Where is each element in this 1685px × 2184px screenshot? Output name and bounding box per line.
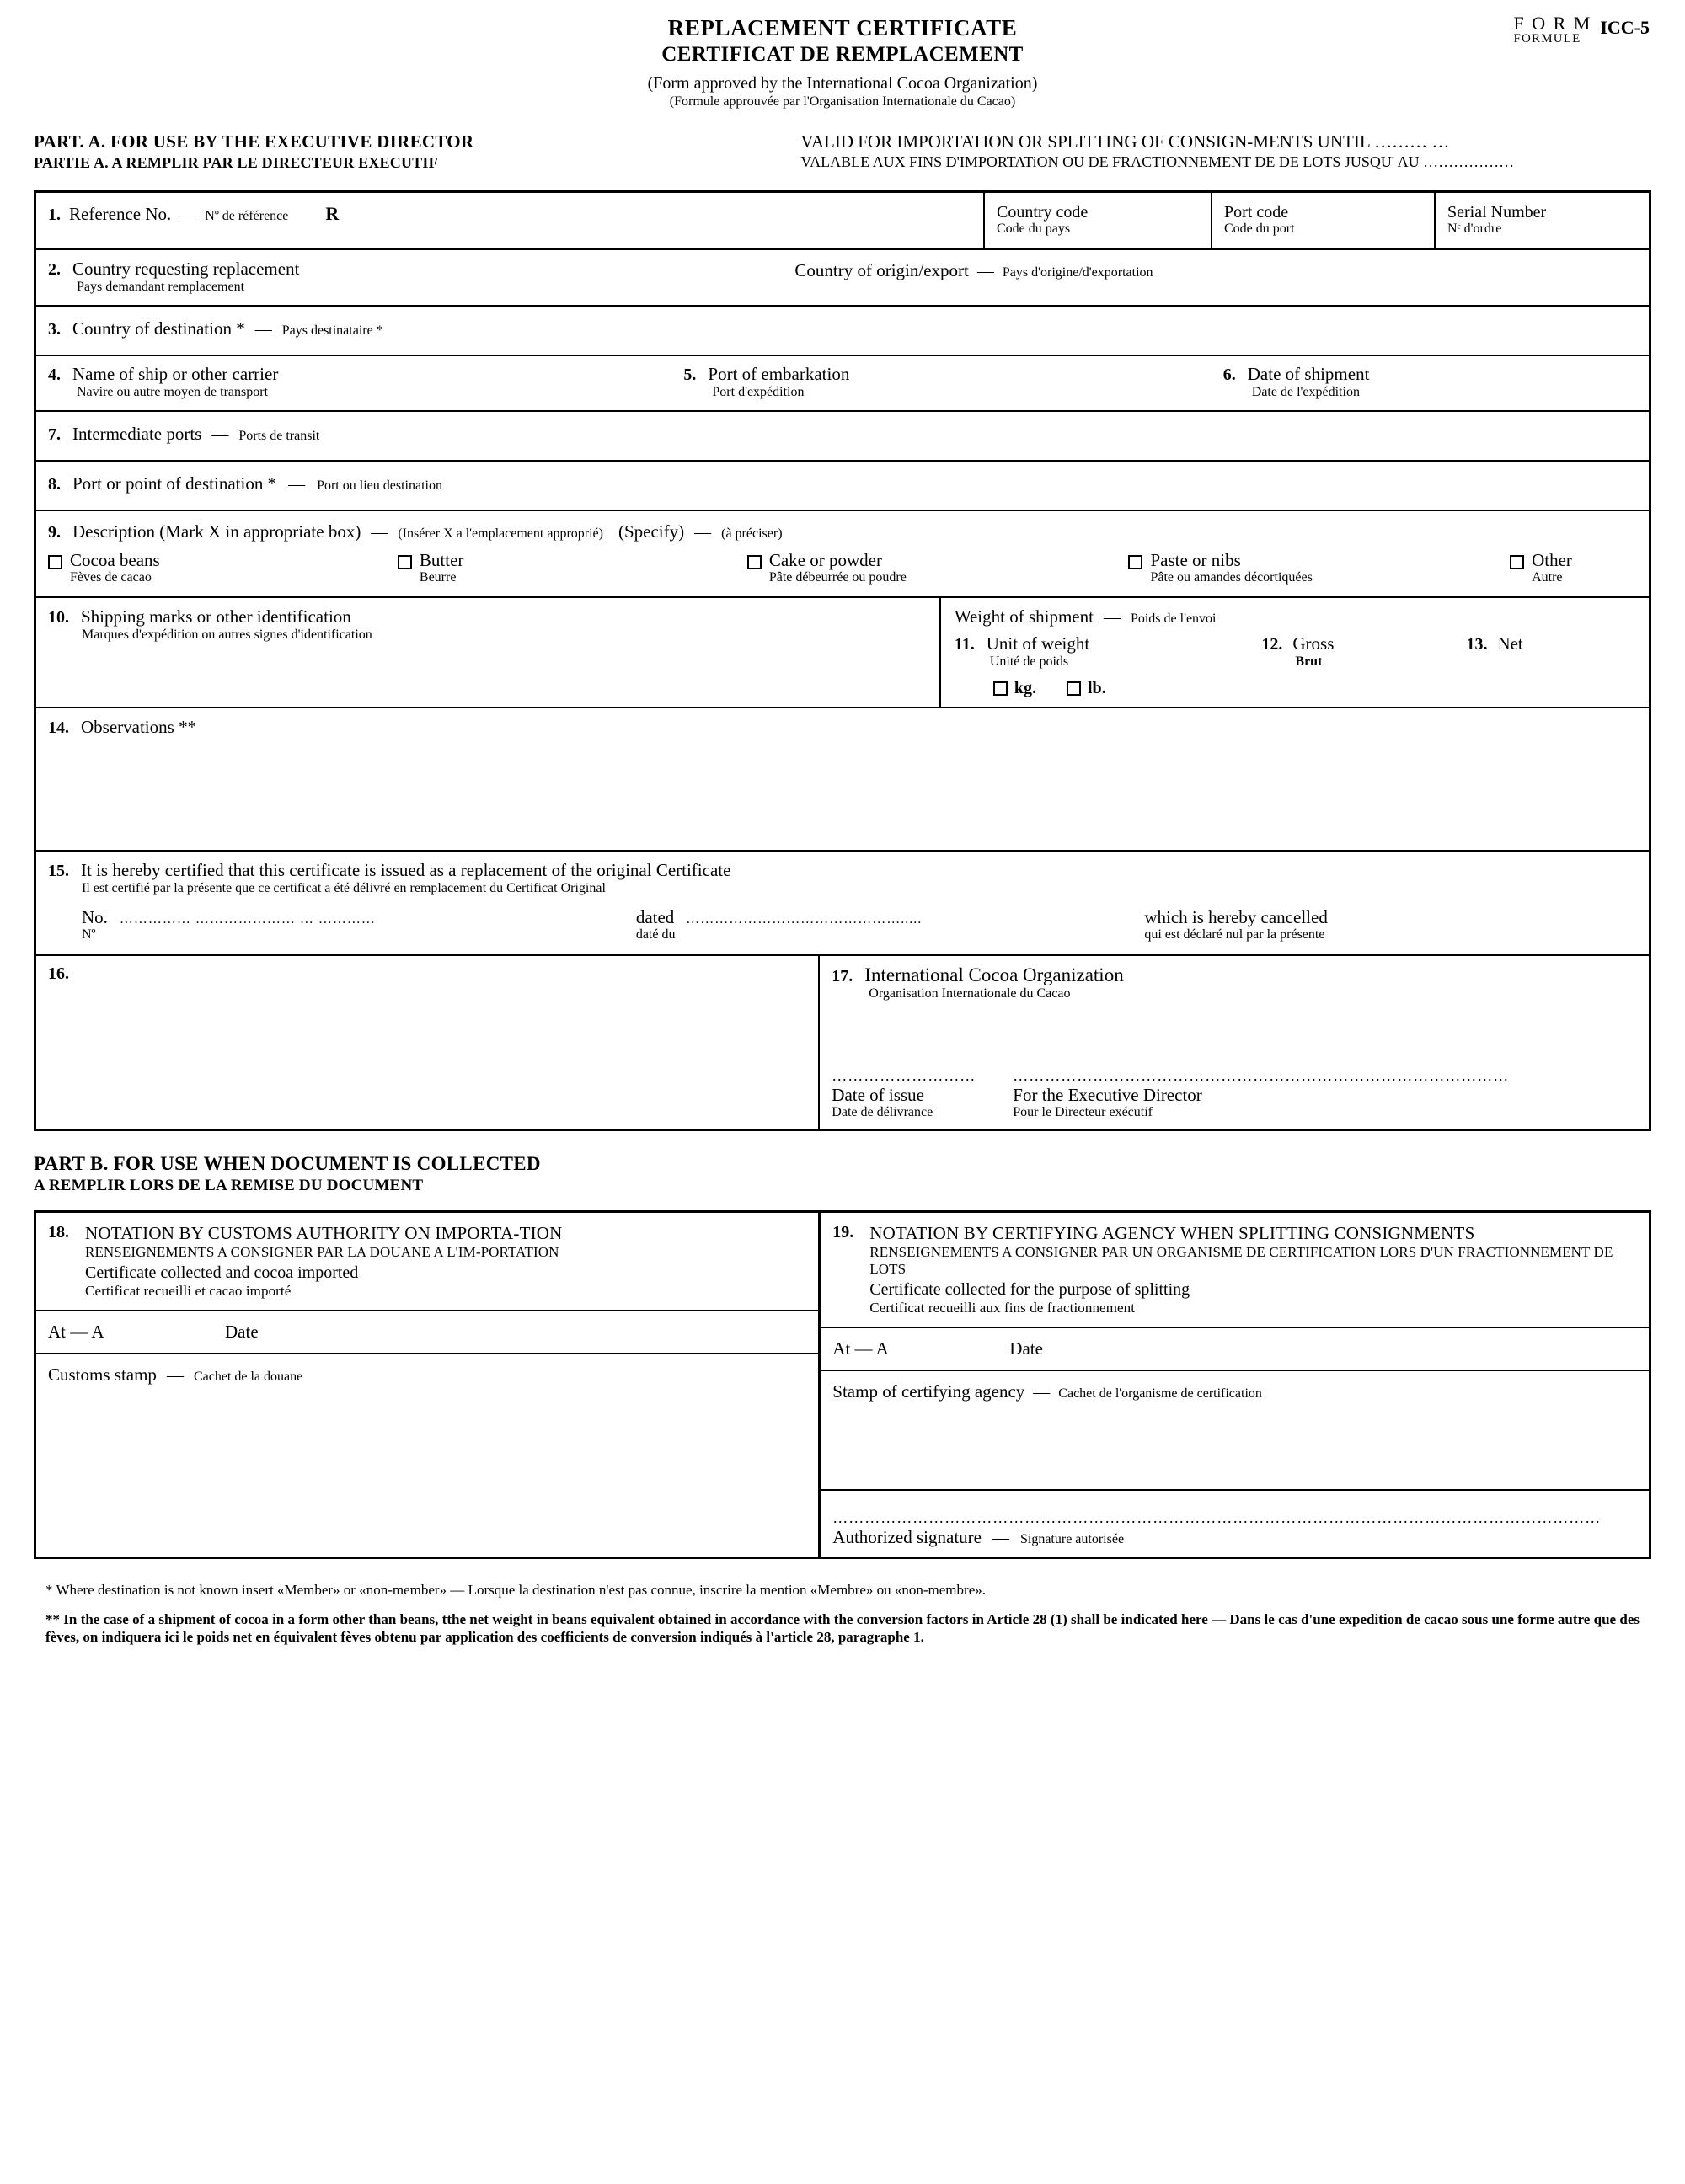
- checkbox-lb[interactable]: [1067, 679, 1106, 698]
- certifying-stamp-dash: —: [1033, 1382, 1051, 1402]
- field-3-label-fr: Pays destinataire *: [281, 323, 383, 339]
- field-17-label-en: International Cocoa Organization: [864, 964, 1124, 985]
- field-14-label-en: Observations **: [81, 717, 197, 738]
- field-9-dash: —: [371, 522, 388, 542]
- weight-title: [955, 606, 1637, 627]
- field-7-label-en: Intermediate ports: [72, 423, 202, 444]
- part-a-header: [34, 131, 1651, 172]
- field-2-label-fr: Pays demandant remplacement: [77, 280, 245, 295]
- serial-number-label-fr: Nᶜ d'ordre: [1447, 222, 1502, 237]
- option-4-label-fr: Autre: [1532, 569, 1563, 585]
- field-11-label-en: Unit of weight: [986, 633, 1090, 654]
- serial-number-label-en: Serial Number: [1447, 203, 1547, 222]
- field-1-label-fr: Nº de référence: [205, 209, 289, 223]
- option-1-label-en: Butter: [419, 549, 464, 570]
- part-b-label-fr: A REMPLIR LORS DE LA REMISE DU DOCUMENT: [34, 1176, 424, 1194]
- field-9-header: [48, 521, 1637, 542]
- customs-stamp-en: Customs stamp: [48, 1364, 157, 1385]
- field-18-title-en: NOTATION BY CUSTOMS AUTHORITY ON IMPORTA-TION: [85, 1222, 563, 1243]
- option-0-label-fr: Fèves de cacao: [70, 569, 152, 585]
- checkbox-icon[interactable]: [747, 555, 762, 569]
- field-2-label-en: Country requesting replacement: [72, 259, 300, 280]
- field-15-dated-dots: ……………………………………….....: [686, 912, 923, 927]
- field-17-label-fr: Organisation Internationale du Cacao: [869, 985, 1071, 1001]
- option-4-label-en: Other: [1532, 549, 1572, 570]
- field-17-number: 17.: [832, 966, 853, 985]
- field-3-label-en: Country of destination *: [72, 318, 245, 339]
- field-16-number: 16.: [48, 964, 69, 983]
- field-8-label-en: Port or point of destination *: [72, 473, 277, 494]
- checkbox-cake-or-powder[interactable]: [747, 551, 1129, 585]
- date-of-issue-dots: ………………………: [832, 1066, 976, 1084]
- port-code-label-fr: Code du port: [1224, 222, 1295, 237]
- field-15-line-en: It is hereby certified that this certificate is issued as a replacement of the original Certificate: [81, 860, 731, 881]
- field-1-number: 1.: [48, 206, 61, 224]
- field-12-number: 12.: [1261, 635, 1283, 654]
- unit-0-label: kg.: [1014, 679, 1036, 698]
- customs-stamp-dash: —: [166, 1365, 184, 1385]
- field-6-label-en: Date of shipment: [1247, 364, 1370, 385]
- field-9-label-fr: (Insérer X a l'emplacement approprié): [398, 526, 603, 541]
- approval-note-en: (Form approved by the International Cocoa Organization): [647, 74, 1038, 93]
- option-2-label-en: Cake or powder: [768, 549, 882, 570]
- page-title-french: CERTIFICAT DE REMPLACEMENT: [661, 43, 1024, 66]
- footnote-two: ** In the case of a shipment of cocoa in a form other than beans, tthe net weight in beans equivalent obtained in accordance with the conversion factors in Article 28 (1) shall be indicated here — Dans le cas d'une expedition de cacao sous une forme autre que des fèves, on indiquera ici le poids net en équivalent fèves obtenu par application des coefficients de conversion indiqués à l'article 28, paragraphe 1.: [45, 1611, 1640, 1646]
- country-code-cell[interactable]: [983, 193, 1211, 248]
- approval-note-fr: (Formule approuvée par l'Organisation Internationale du Cacao): [669, 94, 1016, 109]
- authorized-signature-fr: Signature autorisée: [1019, 1531, 1125, 1546]
- part-a-label-fr: PARTIE A. A REMPLIR PAR LE DIRECTEUR EXECUTIF: [34, 154, 438, 171]
- authorized-signature-dots: ………………………………………………………………………………………………………………………………: [832, 1509, 1602, 1526]
- field-6-label-fr: Date de l'expédition: [1251, 384, 1360, 399]
- checkbox-icon[interactable]: [48, 555, 62, 569]
- option-1-label-fr: Beurre: [419, 569, 457, 585]
- field-8-dash: —: [288, 474, 306, 494]
- field-6-cell[interactable]: [1208, 365, 1637, 399]
- field-15-line-fr: Il est certifié par la présente que ce certificat a été délivré en remplacement du Certificat Original: [82, 881, 606, 896]
- field-10-number: 10.: [48, 608, 69, 627]
- field-5-cell[interactable]: [683, 365, 1207, 399]
- form-label-en: F O R M: [1513, 13, 1592, 34]
- field-4-label-en: Name of ship or other carrier: [72, 364, 279, 385]
- authorized-signature-dash: —: [992, 1528, 1009, 1547]
- original-certificate-date-cell[interactable]: [636, 908, 1145, 942]
- authorized-signature-en: Authorized signature: [832, 1526, 982, 1547]
- field-5-number: 5.: [683, 366, 697, 385]
- field-19-date-label: Date: [1009, 1338, 1043, 1359]
- field-19-sub-fr: Certificat recueilli aux fins de fractionnement: [869, 1299, 1136, 1316]
- country-origin-dash: —: [976, 262, 994, 281]
- part-b-table: [34, 1210, 1651, 1559]
- certifying-stamp-fr: Cachet de l'organisme de certification: [1058, 1386, 1262, 1401]
- field-19-number: 19.: [832, 1222, 854, 1242]
- issue-signature-area: [832, 1065, 1637, 1120]
- field-19-column: [818, 1213, 1649, 1557]
- field-8-number: 8.: [48, 474, 61, 494]
- field-11-label-fr: Unité de poids: [989, 654, 1069, 669]
- field-19-title-fr: RENSEIGNEMENTS A CONSIGNER PAR UN ORGANISME DE CERTIFICATION LORS D'UN FRACTIONNEMENT DE LOTS: [869, 1243, 1613, 1277]
- certifying-stamp-en: Stamp of certifying agency: [832, 1380, 1025, 1402]
- field-row-3[interactable]: [36, 307, 1649, 356]
- validity-note-en: VALID FOR IMPORTATION OR SPLITTING OF CONSIGN-MENTS UNTIL ……… …: [800, 131, 1450, 152]
- part-b-label-en: PART B. FOR USE WHEN DOCUMENT IS COLLECTED: [34, 1152, 541, 1174]
- field-5-label-fr: Port d'expédition: [712, 384, 805, 399]
- field-row-1: [36, 193, 1649, 250]
- field-19-header: [821, 1213, 1649, 1328]
- field-8-label-fr: Port ou lieu destination: [317, 478, 442, 493]
- field-row-10-weight: [36, 598, 1649, 708]
- field-15-dated-fr: daté du: [635, 927, 676, 942]
- part-a-label-en: PART. A. FOR USE BY THE EXECUTIVE DIRECTOR: [34, 131, 474, 152]
- field-row-14[interactable]: [36, 708, 1649, 852]
- checkbox-kg[interactable]: [993, 679, 1036, 698]
- field-row-8[interactable]: [36, 462, 1649, 511]
- field-16-cell[interactable]: [36, 956, 818, 1129]
- reference-prefix: R: [325, 203, 340, 224]
- checkbox-paste-or-nibs[interactable]: [1128, 551, 1510, 585]
- field-12-label-fr: Brut: [1295, 654, 1323, 669]
- part-b-header: [34, 1153, 1651, 1195]
- footnote-one: * Where destination is not known insert «Member» or «non-member» — Lorsque la destination n'est pas connue, inscrire la mention «Membre» ou «non-membre».: [45, 1581, 986, 1598]
- validity-note-fr: VALABLE AUX FINS D'IMPORTATiON OU DE FRACTIONNEMENT DE DE LOTS JUSQU' AU ………………: [800, 153, 1515, 171]
- field-12-label-en: Gross: [1292, 633, 1335, 654]
- checkbox-other[interactable]: [1510, 551, 1637, 585]
- executive-director-fr: Pour le Directeur exécutif: [1013, 1105, 1153, 1120]
- field-row-7[interactable]: [36, 412, 1649, 462]
- country-origin-label-en: Country of origin/export: [794, 260, 969, 281]
- original-certificate-number-cell[interactable]: [48, 908, 636, 942]
- date-of-issue-en: Date of issue: [832, 1085, 924, 1106]
- date-of-issue-fr: Date de délivrance: [832, 1105, 933, 1120]
- form-code-block: [1513, 13, 1650, 46]
- option-0-label-en: Cocoa beans: [70, 549, 160, 570]
- field-1-dash: —: [179, 206, 197, 224]
- field-9-specify-fr: (à préciser): [721, 526, 783, 541]
- field-18-at-date-row[interactable]: [36, 1311, 818, 1354]
- field-10-cell[interactable]: [36, 598, 939, 707]
- field-6-number: 6.: [1222, 366, 1236, 385]
- field-19-sub-en: Certificate collected for the purpose of splitting: [869, 1279, 1190, 1299]
- unit-checkbox-group: [955, 679, 1637, 698]
- field-15-no-dots: …………… ………………… … …………: [119, 912, 376, 927]
- checkbox-icon[interactable]: [1510, 555, 1524, 569]
- port-code-label-en: Port code: [1224, 203, 1289, 222]
- field-row-15: [36, 852, 1649, 956]
- field-18-at-label: At — A: [48, 1321, 104, 1342]
- field-9-label-en: Description (Mark X in appropriate box): [72, 521, 361, 542]
- field-row-4-5-6[interactable]: [36, 356, 1649, 411]
- cancellation-note-cell: [1144, 908, 1637, 942]
- field-15-cancel-en: which is hereby cancelled: [1144, 907, 1328, 928]
- field-7-dash: —: [211, 425, 229, 444]
- field-17-cell: [818, 956, 1649, 1129]
- field-row-2[interactable]: [36, 250, 1649, 307]
- field-12-cell[interactable]: [1261, 634, 1466, 669]
- field-7-label-fr: Ports de transit: [238, 428, 320, 443]
- description-checkbox-group: [48, 551, 1637, 585]
- checkbox-cocoa-beans[interactable]: [48, 551, 398, 585]
- field-10-label-en: Shipping marks or other identification: [81, 606, 351, 627]
- checkbox-icon[interactable]: [993, 681, 1008, 696]
- customs-stamp-fr: Cachet de la douane: [193, 1369, 303, 1384]
- field-9-specify-dash: —: [694, 522, 712, 542]
- weight-of-shipment-cell: [939, 598, 1649, 707]
- unit-1-label: lb.: [1087, 679, 1106, 698]
- document-header: [34, 8, 1651, 109]
- country-code-label-en: Country code: [997, 203, 1089, 222]
- part-a-table: [34, 190, 1651, 1131]
- field-2-number: 2.: [48, 260, 61, 280]
- field-11-cell[interactable]: [955, 634, 1262, 669]
- field-4-cell[interactable]: [48, 365, 683, 399]
- field-14-number: 14.: [48, 718, 69, 738]
- field-10-label-fr: Marques d'expédition ou autres signes d'identification: [82, 627, 372, 643]
- executive-director-dots: …………………………………………………………………………………: [1013, 1066, 1510, 1084]
- date-of-issue-label: [832, 1086, 1013, 1120]
- field-5-label-en: Port of embarkation: [708, 364, 850, 385]
- serial-number-cell[interactable]: [1434, 193, 1649, 248]
- field-4-label-fr: Navire ou autre moyen de transport: [77, 384, 269, 399]
- field-18-title-fr: RENSEIGNEMENTS A CONSIGNER PAR LA DOUANE A L'IM-PORTATION: [85, 1243, 559, 1260]
- checkbox-icon[interactable]: [398, 555, 412, 569]
- field-15-no-en: No.: [82, 907, 108, 928]
- field-9-specify-en: (Specify): [618, 521, 685, 542]
- field-18-date-label: Date: [225, 1321, 259, 1342]
- field-13-cell[interactable]: [1466, 634, 1637, 654]
- field-9-number: 9.: [48, 522, 61, 542]
- field-15-no-fr: Nº: [82, 927, 96, 942]
- weight-title-fr: Poids de l'envoi: [1130, 611, 1217, 627]
- country-origin-label-fr: Pays d'origine/d'exportation: [1002, 265, 1153, 280]
- authorized-signature-area[interactable]: [821, 1491, 1649, 1557]
- field-3-number: 3.: [48, 320, 61, 339]
- field-18-column: [36, 1213, 818, 1557]
- option-3-label-en: Paste or nibs: [1150, 549, 1241, 570]
- field-row-9[interactable]: [36, 511, 1649, 599]
- form-label-fr: FORMULE: [1513, 32, 1581, 46]
- weight-title-en: Weight of shipment: [954, 606, 1094, 627]
- field-13-label-en: Net: [1497, 633, 1523, 654]
- option-3-label-fr: Pâte ou amandes décortiquées: [1150, 569, 1313, 585]
- page-title: REPLACEMENT CERTIFICATE: [667, 15, 1018, 40]
- field-row-16-17: [36, 956, 1649, 1129]
- port-code-cell[interactable]: [1211, 193, 1434, 248]
- executive-director-en: For the Executive Director: [1013, 1085, 1202, 1106]
- executive-director-label: [1013, 1086, 1637, 1120]
- checkbox-butter[interactable]: [398, 551, 747, 585]
- field-18-header: [36, 1213, 818, 1311]
- checkbox-icon[interactable]: [1067, 681, 1081, 696]
- field-15-number: 15.: [48, 862, 69, 881]
- option-2-label-fr: Pâte débeurrée ou poudre: [768, 569, 907, 585]
- field-15-dated-en: dated: [635, 907, 675, 928]
- field-3-dash: —: [254, 320, 272, 339]
- checkbox-icon[interactable]: [1128, 555, 1142, 569]
- customs-stamp-area[interactable]: [36, 1354, 818, 1523]
- weight-title-dash: —: [1103, 608, 1121, 627]
- footnotes: [34, 1581, 1651, 1663]
- country-code-label-fr: Code du pays: [997, 222, 1071, 237]
- field-18-sub-fr: Certificat recueilli et cacao importé: [85, 1282, 292, 1299]
- field-4-number: 4.: [48, 366, 61, 385]
- certifying-agency-stamp-area[interactable]: [821, 1371, 1649, 1491]
- field-11-number: 11.: [954, 635, 975, 654]
- field-19-at-date-row[interactable]: [821, 1328, 1649, 1371]
- field-7-number: 7.: [48, 425, 61, 444]
- field-18-number: 18.: [48, 1222, 69, 1242]
- field-18-sub-en: Certificate collected and cocoa imported: [85, 1263, 359, 1282]
- field-13-number: 13.: [1466, 635, 1488, 654]
- field-19-title-en: NOTATION BY CERTIFYING AGENCY WHEN SPLITTING CONSIGNMENTS: [869, 1222, 1475, 1243]
- field-19-at-label: At — A: [832, 1338, 889, 1359]
- field-15-cancel-fr: qui est déclaré nul par la présente: [1144, 927, 1325, 942]
- form-code-value: ICC-5: [1600, 17, 1650, 38]
- field-1-label-en: Reference No.: [69, 204, 172, 224]
